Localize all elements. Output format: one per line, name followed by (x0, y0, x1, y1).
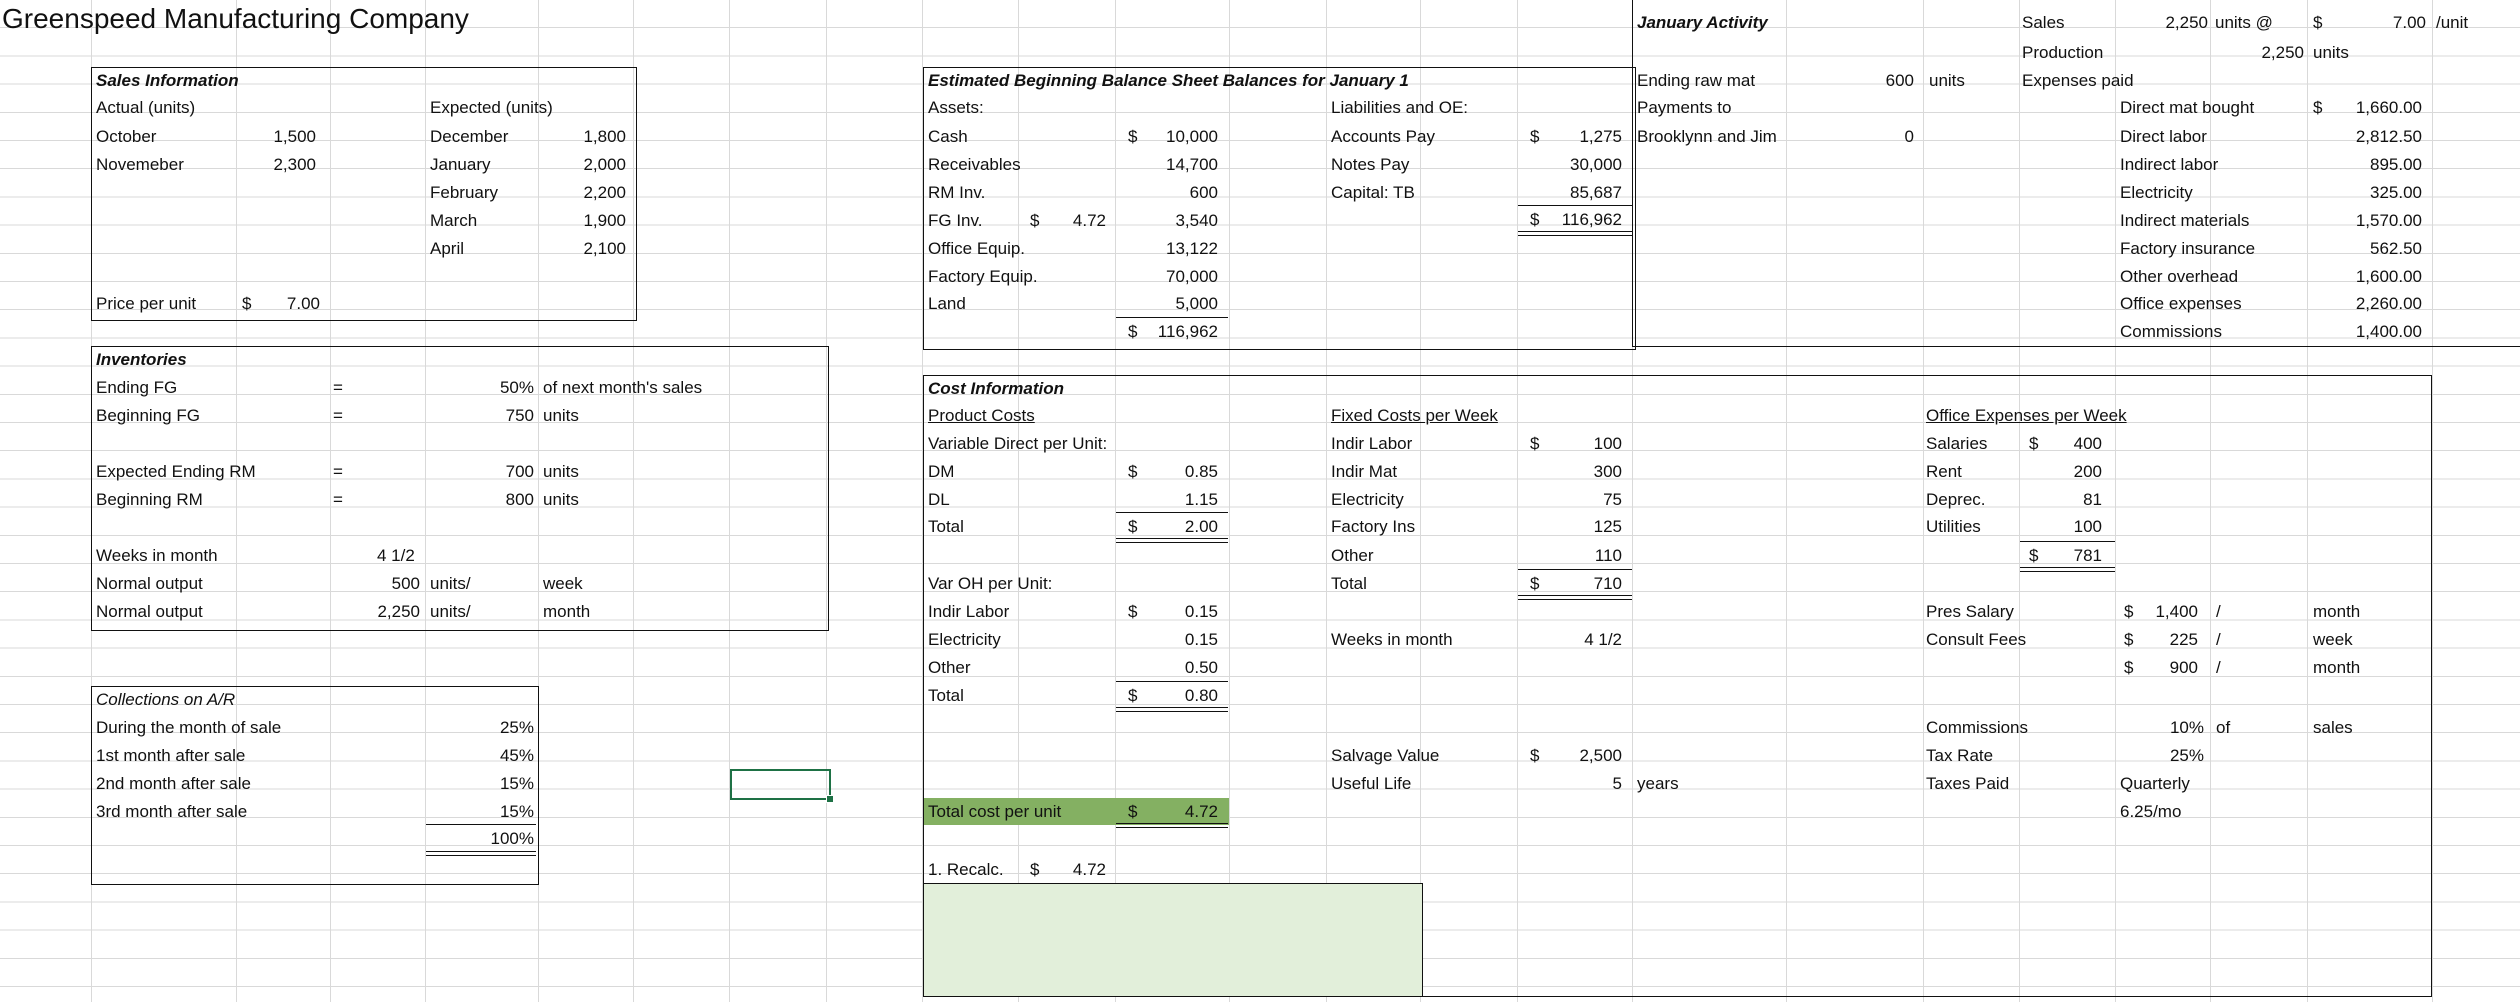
total-liab-value: 116,962 (1561, 210, 1622, 229)
ending-fg-value: 50% (499, 378, 534, 397)
sales-per: /unit (2436, 13, 2469, 32)
oh-total-value: 0.80 (1184, 686, 1218, 705)
office-expense-value: 100 (2073, 517, 2102, 536)
factory-equip-value: 70,000 (1166, 267, 1218, 286)
expected-rm-unit: units (543, 462, 579, 481)
land-label: Land (928, 294, 966, 313)
office-expense-value: 200 (2073, 462, 2102, 481)
fixed-total-line (1518, 569, 1632, 570)
commissions-of: of (2216, 718, 2231, 737)
collection-pct: 45% (499, 746, 534, 765)
factory-equip-label: Factory Equip. (928, 267, 1038, 286)
total-cost-value: 4.72 (1184, 802, 1218, 821)
office-expense-label: Rent (1926, 462, 1962, 481)
expected-value: 1,900 (583, 211, 626, 230)
fixed-total-value: 710 (1593, 574, 1622, 593)
collection-label: 3rd month after sale (96, 802, 248, 821)
office-expense-label: Utilities (1926, 517, 1981, 536)
oh-other-label: Other (928, 658, 971, 677)
expense-value: 1,570.00 (2355, 211, 2422, 230)
ap-currency: $ (1530, 127, 1540, 146)
january-activity-header: January Activity (1637, 13, 1768, 32)
total-liab-currency: $ (1530, 210, 1540, 229)
expense-label: Office expenses (2120, 294, 2242, 313)
expected-value: 2,100 (583, 239, 626, 258)
expense-value: 895.00 (2370, 155, 2422, 174)
total-cost-double-line (1116, 823, 1228, 828)
actual-label: Actual (units) (96, 98, 196, 117)
expense-label: Commissions (2120, 322, 2223, 341)
normal-output-label: Normal output (96, 574, 203, 593)
bj-value: 0 (1904, 127, 1914, 146)
bj-label: Brooklynn and Jim (1637, 127, 1777, 146)
expected-value: 1,800 (583, 127, 626, 146)
sales-info-header: Sales Information (96, 71, 239, 90)
pres-salary-value: 1,400 (2155, 602, 2198, 621)
recalc-currency: $ (1030, 860, 1040, 879)
production-label: Production (2022, 43, 2104, 62)
office-total-line (2020, 541, 2115, 542)
cash-value: 10,000 (1166, 127, 1218, 146)
balance-sheet-box (923, 67, 1636, 350)
receivables-label: Receivables (928, 155, 1021, 174)
commissions-value: 10% (2169, 718, 2204, 737)
expense-value: 2,260.00 (2355, 294, 2422, 313)
recalc-label: 1. Recalc. (928, 860, 1004, 879)
pres-salary-slash: / (2216, 602, 2221, 621)
dm-currency: $ (1128, 462, 1138, 481)
useful-life-value: 5 (1612, 774, 1622, 793)
direct-total-double-line (1116, 538, 1228, 543)
expense-value: 562.50 (2370, 239, 2422, 258)
oh-indir-labor-currency: $ (1128, 602, 1138, 621)
fixed-total-double-line (1518, 595, 1632, 600)
consult-fees-currency: $ (2124, 630, 2134, 649)
fg-unit-currency: $ (1030, 211, 1040, 230)
liab-total-line (1518, 205, 1632, 206)
expected-month: April (430, 239, 465, 258)
production-unit: units (2313, 43, 2349, 62)
expected-value: 2,200 (583, 183, 626, 202)
expense-value: 2,812.50 (2355, 127, 2422, 146)
office-total-double-line (2020, 567, 2115, 572)
expense-label: Other overhead (2120, 267, 2239, 286)
dm-value: 0.85 (1184, 462, 1218, 481)
expected-rm-value: 700 (505, 462, 534, 481)
fixed-cost-currency: $ (1530, 434, 1540, 453)
office-expense-label: Deprec. (1926, 490, 1986, 509)
beginning-fg-label: Beginning FG (96, 406, 200, 425)
office-equip-label: Office Equip. (928, 239, 1026, 258)
office-expense-value: 81 (2083, 490, 2102, 509)
office-expense-value: 400 (2073, 434, 2102, 453)
equals-sign: = (333, 462, 343, 481)
direct-total-line (1116, 512, 1228, 513)
equals-sign: = (333, 490, 343, 509)
collection-pct: 25% (499, 718, 534, 737)
actual-value: 2,300 (273, 155, 316, 174)
cost-info-header: Cost Information (928, 379, 1064, 398)
price-currency: $ (242, 294, 252, 313)
office-total-currency: $ (2029, 546, 2039, 565)
dm-label: DM (928, 462, 955, 481)
oh-other-value: 0.50 (1184, 658, 1218, 677)
fixed-cost-label: Factory Ins (1331, 517, 1416, 536)
assets-label: Assets: (928, 98, 984, 117)
weeks-month-label: Weeks in month (1331, 630, 1453, 649)
fg-inv-label: FG Inv. (928, 211, 983, 230)
pres-salary-currency: $ (2124, 602, 2134, 621)
normal-output-value: 2,250 (377, 602, 420, 621)
weeks-label: Weeks in month (96, 546, 218, 565)
consult-fees-period: month (2313, 658, 2361, 677)
expected-month: February (430, 183, 499, 202)
beginning-rm-value: 800 (505, 490, 534, 509)
useful-life-label: Useful Life (1331, 774, 1412, 793)
normal-output-value: 500 (391, 574, 420, 593)
collections-header: Collections on A/R (96, 690, 236, 709)
expected-month: December (430, 127, 509, 146)
office-total-value: 781 (2073, 546, 2102, 565)
beginning-fg-unit: units (543, 406, 579, 425)
cash-currency: $ (1128, 127, 1138, 146)
actual-month: Novemeber (96, 155, 184, 174)
fg-unit-cost: 4.72 (1072, 211, 1106, 230)
pres-salary-label: Pres Salary (1926, 602, 2014, 621)
fixed-cost-value: 110 (1594, 546, 1622, 565)
expense-label: Factory insurance (2120, 239, 2256, 258)
production-value: 2,250 (2261, 43, 2304, 62)
fixed-cost-value: 125 (1593, 517, 1622, 536)
collection-total-line (426, 824, 536, 825)
collection-total-double-line (426, 851, 536, 856)
commissions-label: Commissions (1926, 718, 2029, 737)
expected-value: 2,000 (583, 155, 626, 174)
np-label: Notes Pay (1331, 155, 1410, 174)
weeks-value: 4 1/2 (377, 546, 415, 565)
expense-value: 1,600.00 (2355, 267, 2422, 286)
taxes-paid-value: Quarterly (2120, 774, 2190, 793)
office-expense-currency: $ (2029, 434, 2039, 453)
expense-value: 325.00 (2370, 183, 2422, 202)
total-cost-label: Total cost per unit (928, 802, 1062, 821)
office-expenses-header: Office Expenses per Week (1926, 406, 2127, 425)
consult-fees-period: week (2313, 630, 2353, 649)
direct-total-label: Total (928, 517, 964, 536)
oh-total-line (1116, 681, 1228, 682)
oh-electricity-label: Electricity (928, 630, 1001, 649)
oh-total-currency: $ (1128, 686, 1138, 705)
sales-units: 2,250 (2165, 13, 2208, 32)
collection-label: 2nd month after sale (96, 774, 251, 793)
direct-total-currency: $ (1128, 517, 1138, 536)
expense-label: Direct mat bought (2120, 98, 2255, 117)
fixed-cost-label: Electricity (1331, 490, 1404, 509)
selected-cell[interactable] (730, 769, 831, 800)
total-assets-value: 116,962 (1157, 322, 1218, 341)
capital-label: Capital: TB (1331, 183, 1415, 202)
liabilities-label: Liabilities and OE: (1331, 98, 1469, 117)
var-oh-label: Var OH per Unit: (928, 574, 1053, 593)
fixed-cost-label: Indir Labor (1331, 434, 1413, 453)
tax-rate-label: Tax Rate (1926, 746, 1994, 765)
beginning-rm-unit: units (543, 490, 579, 509)
rm-inv-value: 600 (1189, 183, 1218, 202)
useful-life-unit: years (1637, 774, 1679, 793)
receivables-value: 14,700 (1166, 155, 1218, 174)
inventories-header: Inventories (96, 350, 187, 369)
oh-electricity-value: 0.15 (1184, 630, 1218, 649)
cash-label: Cash (928, 127, 968, 146)
expense-value: 1,660.00 (2355, 98, 2422, 117)
beginning-rm-label: Beginning RM (96, 490, 203, 509)
collection-label: During the month of sale (96, 718, 282, 737)
equals-sign: = (333, 406, 343, 425)
total-assets-currency: $ (1128, 322, 1138, 341)
collection-total: 100% (490, 829, 534, 848)
oh-indir-labor-value: 0.15 (1184, 602, 1218, 621)
expense-label: Indirect materials (2120, 211, 2250, 230)
commissions-sales: sales (2313, 718, 2353, 737)
consult-fees-value: 225 (2169, 630, 2198, 649)
dl-label: DL (928, 490, 950, 509)
expected-rm-label: Expected Ending RM (96, 462, 256, 481)
capital-value: 85,687 (1570, 183, 1622, 202)
recalc-answer-area[interactable] (923, 883, 1423, 997)
fixed-costs-header: Fixed Costs per Week (1331, 406, 1498, 425)
price-label: Price per unit (96, 294, 197, 313)
ending-raw-value: 600 (1885, 71, 1914, 90)
office-equip-value: 13,122 (1166, 239, 1218, 258)
tax-rate-value: 25% (2169, 746, 2204, 765)
weeks-month-value: 4 1/2 (1584, 630, 1622, 649)
fixed-total-currency: $ (1530, 574, 1540, 593)
taxes-paid-label: Taxes Paid (1926, 774, 2010, 793)
ending-fg-unit: of next month's sales (543, 378, 703, 397)
fixed-cost-value: 75 (1603, 490, 1622, 509)
expected-label: Expected (units) (430, 98, 553, 117)
sales-currency: $ (2313, 13, 2323, 32)
consult-fees-slash: / (2216, 630, 2221, 649)
oh-indir-labor-label: Indir Labor (928, 602, 1010, 621)
np-value: 30,000 (1570, 155, 1622, 174)
rm-inv-label: RM Inv. (928, 183, 986, 202)
expense-value: 1,400.00 (2355, 322, 2422, 341)
fixed-cost-value: 100 (1593, 434, 1622, 453)
fixed-cost-value: 300 (1593, 462, 1622, 481)
collection-pct: 15% (499, 802, 534, 821)
ending-raw-unit: units (1929, 71, 1965, 90)
collection-pct: 15% (499, 774, 534, 793)
actual-value: 1,500 (273, 127, 316, 146)
expense-currency: $ (2313, 98, 2323, 117)
land-value: 5,000 (1175, 294, 1218, 313)
sheet-title: Greenspeed Manufacturing Company (2, 3, 469, 34)
direct-total-value: 2.00 (1184, 517, 1218, 536)
actual-month: October (96, 127, 157, 146)
taxes-paid-monthly: 6.25/mo (2120, 802, 2182, 821)
normal-output-label: Normal output (96, 602, 203, 621)
fixed-total-label: Total (1331, 574, 1367, 593)
balance-sheet-header: Estimated Beginning Balance Sheet Balances for January 1 (928, 71, 1409, 90)
expense-label: Indirect labor (2120, 155, 2219, 174)
pres-salary-period: month (2313, 602, 2361, 621)
expense-label: Direct labor (2120, 127, 2207, 146)
sales-price: 7.00 (2392, 13, 2426, 32)
expected-month: January (430, 155, 491, 174)
collection-label: 1st month after sale (96, 746, 246, 765)
normal-output-period: week (543, 574, 583, 593)
payments-label: Payments to (1637, 98, 1732, 117)
equals-sign: = (333, 378, 343, 397)
sales-units-at: units @ (2215, 13, 2273, 32)
consult-fees-label: Consult Fees (1926, 630, 2027, 649)
price-value: 7.00 (286, 294, 320, 313)
ending-fg-label: Ending FG (96, 378, 178, 397)
salvage-currency: $ (1530, 746, 1540, 765)
ap-label: Accounts Pay (1331, 127, 1435, 146)
sales-label: Sales (2022, 13, 2065, 32)
salvage-label: Salvage Value (1331, 746, 1440, 765)
salvage-value: 2,500 (1579, 746, 1622, 765)
total-cost-currency: $ (1128, 802, 1138, 821)
dl-value: 1.15 (1184, 490, 1218, 509)
consult-fees-value: 900 (2169, 658, 2198, 677)
recalc-value: 4.72 (1072, 860, 1106, 879)
consult-fees-slash: / (2216, 658, 2221, 677)
expense-label: Electricity (2120, 183, 2193, 202)
fixed-cost-label: Other (1331, 546, 1374, 565)
normal-output-period: month (543, 602, 591, 621)
fixed-cost-label: Indir Mat (1331, 462, 1398, 481)
office-expense-label: Salaries (1926, 434, 1988, 453)
fg-inv-value: 3,540 (1175, 211, 1218, 230)
normal-output-unit: units/ (430, 574, 471, 593)
assets-total-line (1116, 317, 1228, 318)
liab-total-double-line (1518, 231, 1632, 236)
product-costs-label: Product Costs (928, 406, 1035, 425)
consult-fees-currency: $ (2124, 658, 2134, 677)
expected-month: March (430, 211, 478, 230)
var-direct-label: Variable Direct per Unit: (928, 434, 1108, 453)
ending-raw-label: Ending raw mat (1637, 71, 1756, 90)
normal-output-unit: units/ (430, 602, 471, 621)
ap-value: 1,275 (1579, 127, 1622, 146)
beginning-fg-value: 750 (505, 406, 534, 425)
expenses-label: Expenses paid (2022, 71, 2134, 90)
oh-total-label: Total (928, 686, 964, 705)
oh-total-double-line (1116, 707, 1228, 712)
